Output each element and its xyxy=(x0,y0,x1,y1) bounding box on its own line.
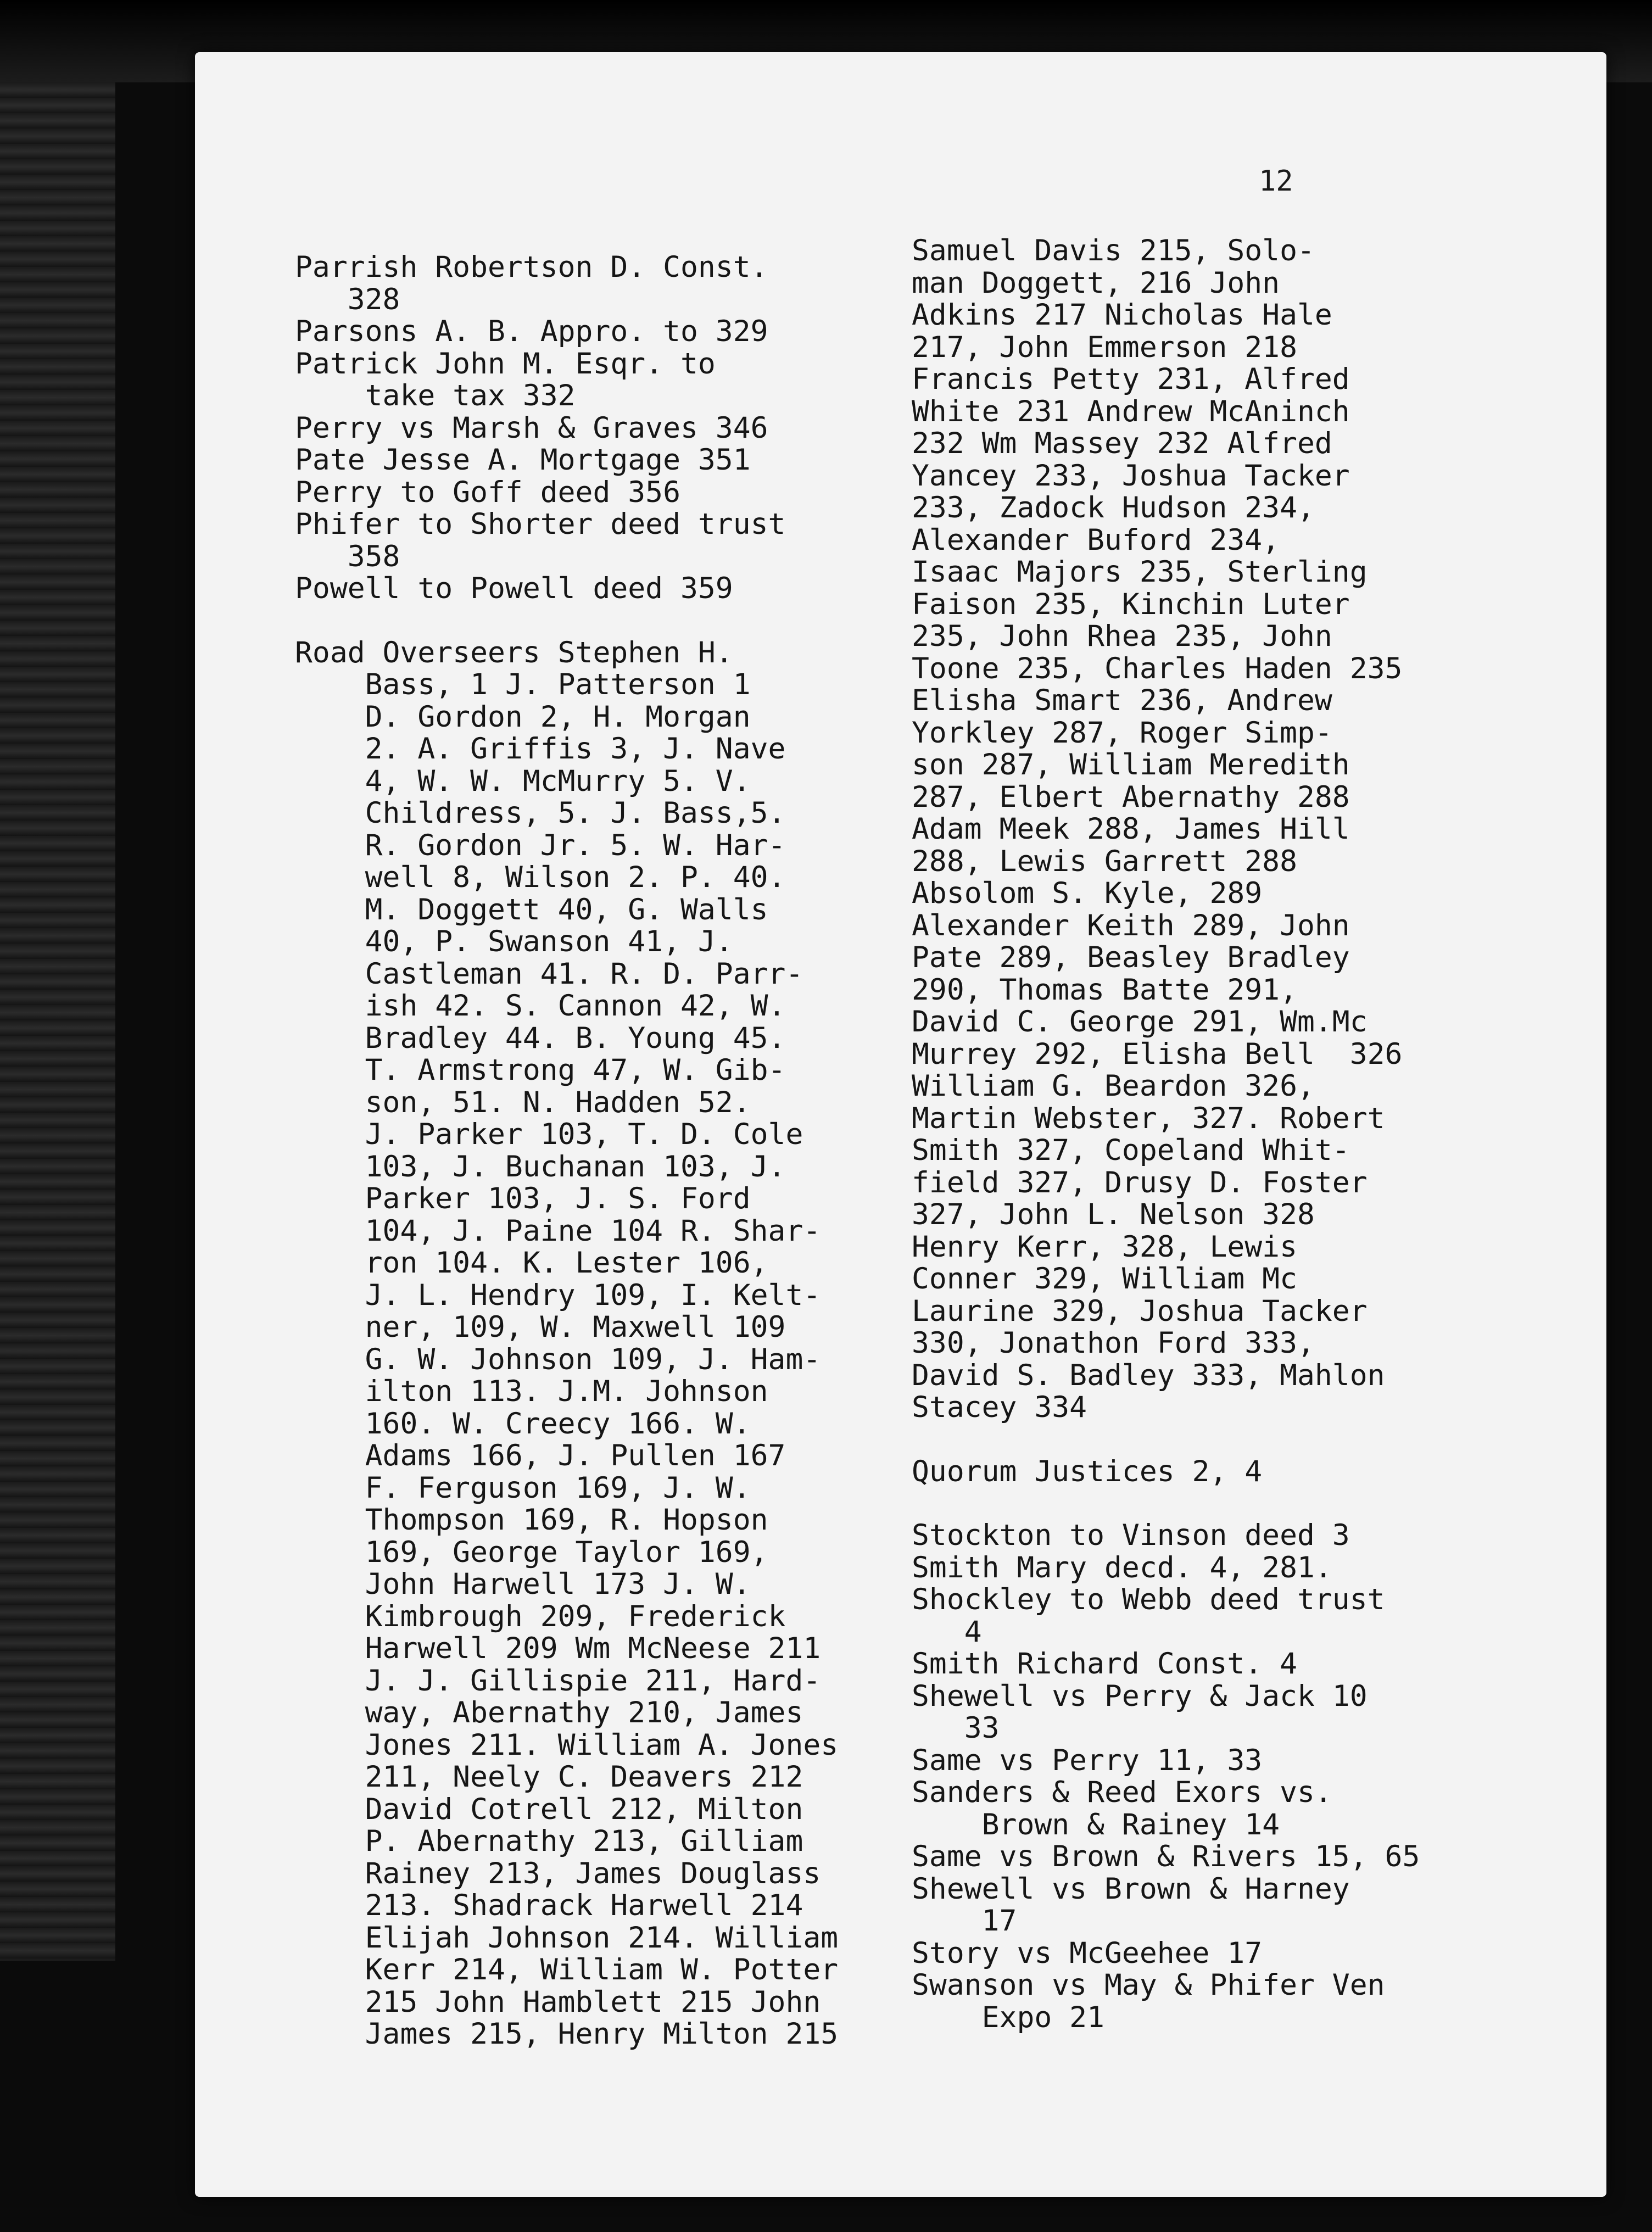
index-line: way, Abernathy 210, James xyxy=(295,1696,803,1729)
index-line: 40, P. Swanson 41, J. xyxy=(295,925,733,958)
index-line: Parrish Robertson D. Const. xyxy=(295,250,768,284)
index-line: 215 John Hamblett 215 John xyxy=(295,1985,821,2019)
index-line: Harwell 209 Wm McNeese 211 xyxy=(295,1632,821,1665)
index-line: Parsons A. B. Appro. to 329 xyxy=(295,315,768,348)
index-line: G. W. Johnson 109, J. Ham- xyxy=(295,1342,821,1376)
index-line: Yancey 233, Joshua Tacker xyxy=(912,459,1350,493)
index-line: man Doggett, 216 John xyxy=(912,266,1280,300)
index-line: 327, John L. Nelson 328 xyxy=(912,1198,1315,1231)
index-line xyxy=(295,605,838,637)
index-line: 213. Shadrack Harwell 214 xyxy=(295,1889,803,1922)
index-line: Same vs Perry 11, 33 xyxy=(912,1743,1263,1777)
index-line: Pate 289, Beasley Bradley xyxy=(912,941,1350,974)
index-line: Alexander Buford 234, xyxy=(912,523,1280,557)
index-line: 33 xyxy=(912,1711,1000,1745)
index-line: 211, Neely C. Deavers 212 xyxy=(295,1760,803,1794)
index-line: 4 xyxy=(912,1615,982,1649)
index-line: Adams 166, J. Pullen 167 xyxy=(295,1439,786,1472)
index-line: 290, Thomas Batte 291, xyxy=(912,973,1297,1007)
index-line: John Harwell 173 J. W. xyxy=(295,1567,751,1601)
index-line: P. Abernathy 213, Gilliam xyxy=(295,1824,803,1858)
index-line: ner, 109, W. Maxwell 109 xyxy=(295,1310,786,1344)
index-line: Adkins 217 Nicholas Hale xyxy=(912,298,1332,332)
index-line: 104, J. Paine 104 R. Shar- xyxy=(295,1214,821,1248)
index-line: R. Gordon Jr. 5. W. Har- xyxy=(295,828,786,862)
index-line: Story vs McGeehee 17 xyxy=(912,1936,1263,1970)
index-line: F. Ferguson 169, J. W. xyxy=(295,1471,751,1505)
index-line: Shockley to Webb deed trust xyxy=(912,1583,1385,1616)
index-line: son 287, William Meredith xyxy=(912,748,1350,782)
index-line: 358 xyxy=(295,539,400,573)
index-line: Pate Jesse A. Mortgage 351 xyxy=(295,443,751,477)
index-line: Conner 329, William Mc xyxy=(912,1262,1297,1296)
index-line: Powell to Powell deed 359 xyxy=(295,572,733,605)
index-line: Faison 235, Kinchin Luter xyxy=(912,587,1350,621)
index-line: Swanson vs May & Phifer Ven xyxy=(912,1968,1385,2002)
index-line: Bradley 44. B. Young 45. xyxy=(295,1021,786,1055)
index-line: 328 xyxy=(295,282,400,316)
index-line: Toone 235, Charles Haden 235 xyxy=(912,651,1403,685)
index-line xyxy=(912,1424,1420,1456)
index-line: Yorkley 287, Roger Simp- xyxy=(912,716,1332,750)
index-line: Brown & Rainey 14 xyxy=(912,1807,1280,1842)
index-line: 217, John Emmerson 218 xyxy=(912,330,1297,364)
index-line: James 215, Henry Milton 215 xyxy=(295,2017,839,2051)
index-line: Quorum Justices 2, 4 xyxy=(912,1454,1263,1488)
index-line: Kerr 214, William W. Potter xyxy=(295,1953,839,1987)
index-line: Smith Mary decd. 4, 281. xyxy=(912,1550,1332,1584)
index-line: Alexander Keith 289, John xyxy=(912,908,1350,942)
index-line: 2. A. Griffis 3, J. Nave xyxy=(295,732,786,766)
index-column-right xyxy=(912,235,1420,2034)
index-line: Laurine 329, Joshua Tacker xyxy=(912,1294,1368,1328)
index-line: 330, Jonathon Ford 333, xyxy=(912,1326,1315,1360)
index-line: 235, John Rhea 235, John xyxy=(912,620,1332,653)
index-line: Perry to Goff deed 356 xyxy=(295,475,680,509)
index-line: Adam Meek 288, James Hill xyxy=(912,812,1350,846)
index-line: White 231 Andrew McAninch xyxy=(912,394,1350,428)
index-line: William G. Beardon 326, xyxy=(912,1069,1315,1103)
index-line: Elijah Johnson 214. William xyxy=(295,1921,839,1955)
index-line: Childress, 5. J. Bass,5. xyxy=(295,796,786,830)
index-line: Bass, 1 J. Patterson 1 xyxy=(295,668,751,701)
adjacent-page-strip xyxy=(0,82,115,1961)
index-line: Elisha Smart 236, Andrew xyxy=(912,684,1332,717)
index-line: David Cotrell 212, Milton xyxy=(295,1792,803,1826)
index-line: Perry vs Marsh & Graves 346 xyxy=(295,411,768,445)
index-line: Shewell vs Perry & Jack 10 xyxy=(912,1679,1368,1713)
index-line: ron 104. K. Lester 106, xyxy=(295,1246,768,1280)
index-line: Same vs Brown & Rivers 15, 65 xyxy=(912,1840,1420,1873)
index-line: David C. George 291, Wm.Mc xyxy=(912,1005,1368,1039)
page-number: 12 xyxy=(1259,165,1293,198)
index-line: take tax 332 xyxy=(295,379,576,412)
index-line: T. Armstrong 47, W. Gib- xyxy=(295,1053,786,1087)
index-line: Henry Kerr, 328, Lewis xyxy=(912,1230,1297,1264)
index-line: J. L. Hendry 109, I. Kelt- xyxy=(295,1278,821,1312)
index-line: ish 42. S. Cannon 42, W. xyxy=(295,989,786,1023)
index-line: Road Overseers Stephen H. xyxy=(295,635,733,669)
index-line: 160. W. Creecy 166. W. xyxy=(295,1407,751,1441)
index-line: field 327, Drusy D. Foster xyxy=(912,1165,1368,1199)
index-column-left xyxy=(295,252,838,2051)
index-line: M. Doggett 40, G. Walls xyxy=(295,892,768,927)
index-line: 232 Wm Massey 232 Alfred xyxy=(912,427,1332,460)
index-line: Sanders & Reed Exors vs. xyxy=(912,1776,1332,1809)
index-line: Stacey 334 xyxy=(912,1391,1087,1424)
index-line: Francis Petty 231, Alfred xyxy=(912,362,1350,396)
index-line: Thompson 169, R. Hopson xyxy=(295,1503,768,1537)
index-line: son, 51. N. Hadden 52. xyxy=(295,1085,751,1119)
index-line: Shewell vs Brown & Harney xyxy=(912,1872,1350,1906)
index-line: J. Parker 103, T. D. Cole xyxy=(295,1118,803,1151)
index-line: 288, Lewis Garrett 288 xyxy=(912,844,1297,878)
index-line: D. Gordon 2, H. Morgan xyxy=(295,700,751,734)
index-line: Absolom S. Kyle, 289 xyxy=(912,877,1263,910)
index-line: 17 xyxy=(912,1904,1017,1938)
index-line: Smith 327, Copeland Whit- xyxy=(912,1134,1350,1167)
index-line xyxy=(912,1488,1420,1520)
index-line: ilton 113. J.M. Johnson xyxy=(295,1375,768,1408)
index-line: well 8, Wilson 2. P. 40. xyxy=(295,861,786,894)
index-line: Samuel Davis 215, Solo- xyxy=(912,234,1315,267)
index-line: Smith Richard Const. 4 xyxy=(912,1647,1297,1681)
index-line: Rainey 213, James Douglass xyxy=(295,1856,821,1890)
index-line: 4, W. W. McMurry 5. V. xyxy=(295,764,751,798)
index-line: Phifer to Shorter deed trust xyxy=(295,507,786,541)
index-line: Castleman 41. R. D. Parr- xyxy=(295,957,803,991)
index-line: Stockton to Vinson deed 3 xyxy=(912,1519,1350,1552)
index-line: 169, George Taylor 169, xyxy=(295,1535,768,1569)
index-line: Patrick John M. Esqr. to xyxy=(295,347,716,381)
index-line: Murrey 292, Elisha Bell 326 xyxy=(912,1037,1403,1071)
index-line: Martin Webster, 327. Robert xyxy=(912,1101,1385,1135)
index-line: 103, J. Buchanan 103, J. xyxy=(295,1150,786,1184)
index-line: 233, Zadock Hudson 234, xyxy=(912,491,1315,524)
index-line: David S. Badley 333, Mahlon xyxy=(912,1358,1385,1392)
index-line: Expo 21 xyxy=(912,2000,1104,2034)
index-line: Jones 211. William A. Jones xyxy=(295,1728,839,1762)
index-line: Isaac Majors 235, Sterling xyxy=(912,555,1368,589)
index-line: Parker 103, J. S. Ford xyxy=(295,1182,751,1215)
index-line: J. J. Gillispie 211, Hard- xyxy=(295,1664,821,1698)
index-line: Kimbrough 209, Frederick xyxy=(295,1599,786,1633)
index-line: 287, Elbert Abernathy 288 xyxy=(912,780,1350,814)
